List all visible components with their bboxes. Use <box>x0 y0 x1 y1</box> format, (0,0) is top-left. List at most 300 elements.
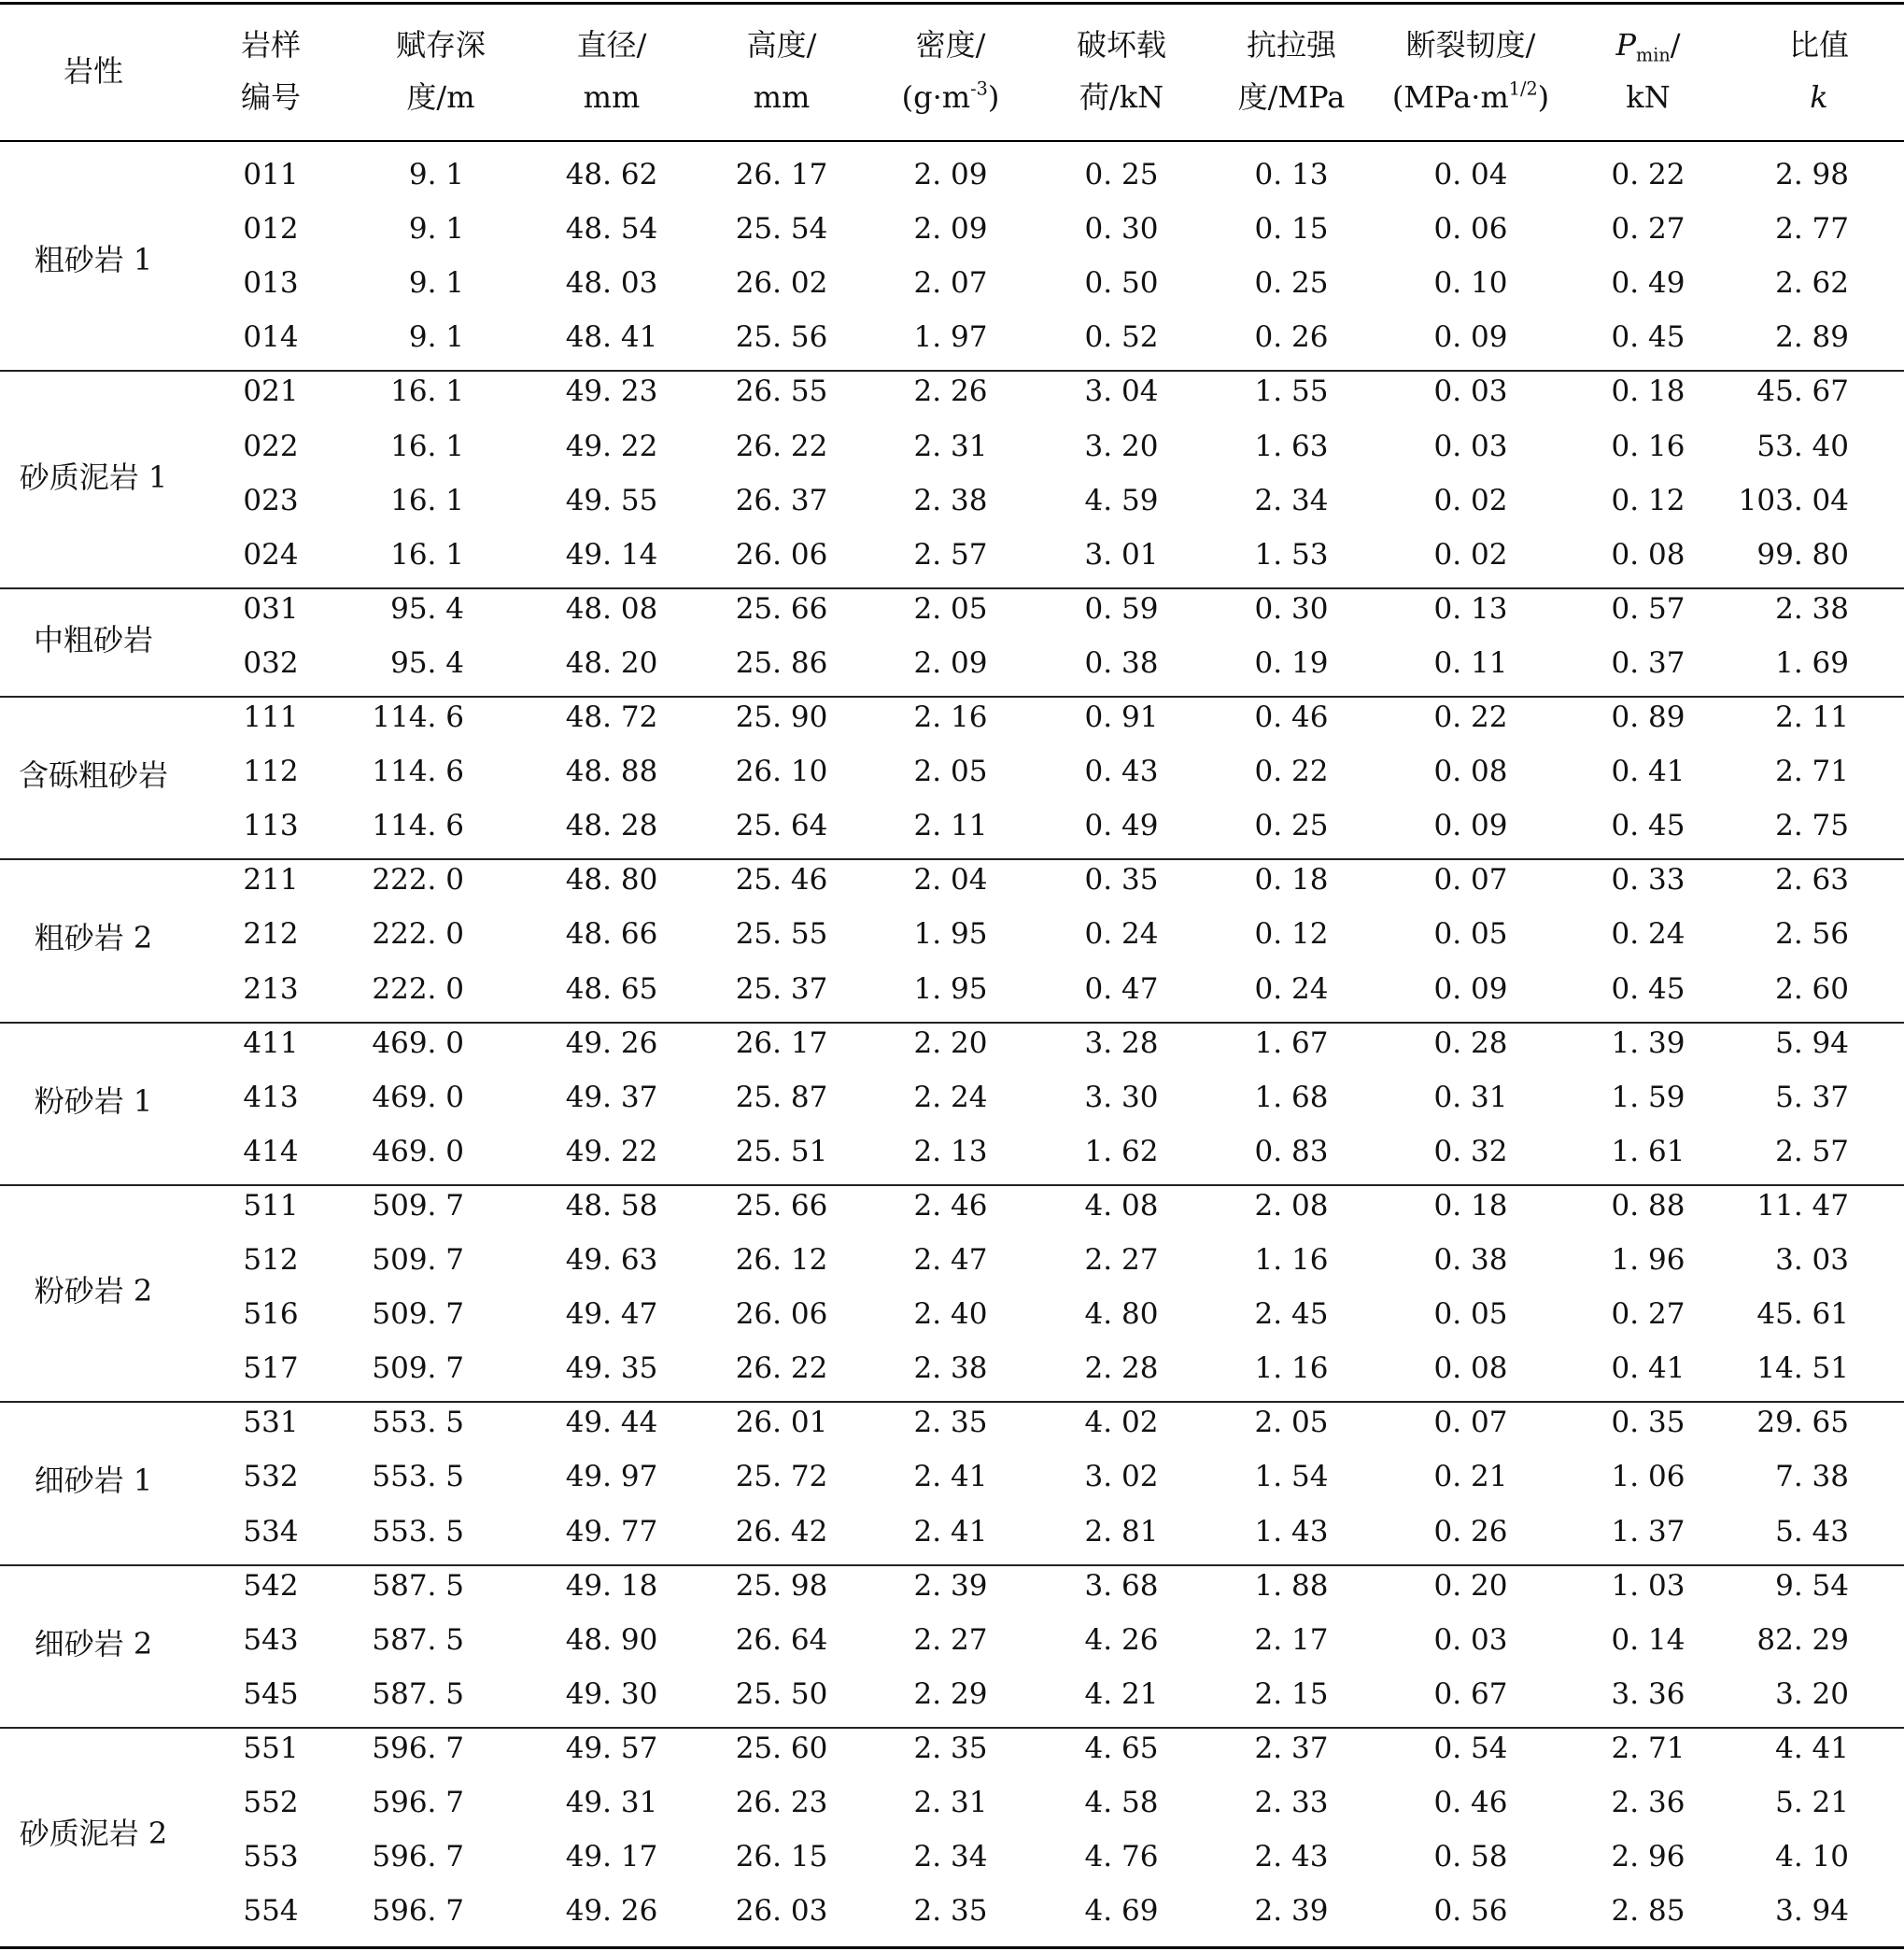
cell-diameter: 48. 65 <box>565 971 658 1006</box>
cell-depth: 469. 0 <box>372 1134 464 1168</box>
cell-height: 26. 02 <box>735 266 828 301</box>
cell-pmin: 0. 37 <box>1611 645 1685 680</box>
header-density-line2: $(g\cdot m^{-3})$ <box>901 78 1000 115</box>
cell-density: 1. 95 <box>913 971 988 1006</box>
cell-tensile-strength: 2. 15 <box>1254 1676 1329 1711</box>
cell-density: 2. 07 <box>913 266 988 301</box>
cell-pmin: 0. 18 <box>1611 375 1685 409</box>
cell-sample-id: 552 <box>243 1786 299 1820</box>
cell-density: 2. 35 <box>913 1894 988 1929</box>
group-separator <box>0 696 1904 698</box>
cell-tensile-strength: 1. 16 <box>1254 1351 1329 1386</box>
cell-sample-id: 413 <box>243 1080 299 1114</box>
header-depth-line2: 度/m <box>406 79 475 115</box>
cell-failure-load: 0. 35 <box>1084 863 1159 898</box>
cell-sample-id: 551 <box>243 1731 299 1765</box>
cell-height: 25. 87 <box>735 1080 828 1114</box>
cell-depth: 587. 5 <box>372 1622 464 1657</box>
cell-diameter: 48. 03 <box>565 266 658 301</box>
cell-ratio: 2. 62 <box>1775 266 1849 301</box>
cell-diameter: 49. 47 <box>565 1297 658 1332</box>
cell-failure-load: 3. 02 <box>1084 1460 1159 1494</box>
cell-pmin: 1. 03 <box>1611 1568 1685 1603</box>
cell-density: 1. 95 <box>913 917 988 952</box>
cell-fracture-toughness: 0. 09 <box>1433 320 1508 355</box>
cell-height: 26. 23 <box>735 1786 828 1820</box>
cell-failure-load: 0. 91 <box>1084 700 1159 735</box>
cell-ratio: 103. 04 <box>1738 483 1849 517</box>
cell-density: 2. 27 <box>913 1622 988 1657</box>
cell-failure-load: 4. 26 <box>1084 1622 1159 1657</box>
group-separator <box>0 1401 1904 1403</box>
cell-depth: 9. 1 <box>408 320 464 355</box>
cell-tensile-strength: 2. 37 <box>1254 1731 1329 1765</box>
cell-density: 2. 16 <box>913 700 988 735</box>
group-lithology-label: 细砂岩 2 <box>34 1625 153 1661</box>
cell-density: 2. 09 <box>913 645 988 680</box>
cell-ratio: 5. 21 <box>1775 1786 1849 1820</box>
cell-pmin: 0. 49 <box>1611 266 1685 301</box>
cell-ratio: 82. 29 <box>1756 1622 1849 1657</box>
cell-fracture-toughness: 0. 08 <box>1433 755 1508 789</box>
cell-tensile-strength: 2. 39 <box>1254 1894 1329 1929</box>
table-bottom-rule <box>0 1946 1904 1949</box>
cell-fracture-toughness: 0. 07 <box>1433 1406 1508 1440</box>
cell-diameter: 48. 90 <box>565 1622 658 1657</box>
table-top-rule <box>0 2 1904 5</box>
cell-diameter: 48. 66 <box>565 917 658 952</box>
cell-tensile-strength: 2. 17 <box>1254 1622 1329 1657</box>
cell-density: 2. 40 <box>913 1297 988 1332</box>
cell-ratio: 4. 41 <box>1775 1731 1849 1765</box>
cell-sample-id: 023 <box>243 483 299 517</box>
cell-tensile-strength: 0. 22 <box>1254 755 1329 789</box>
cell-ratio: 7. 38 <box>1775 1460 1849 1494</box>
cell-pmin: 0. 41 <box>1611 1351 1685 1386</box>
cell-height: 25. 64 <box>735 809 828 843</box>
cell-diameter: 49. 31 <box>565 1786 658 1820</box>
cell-height: 25. 56 <box>735 320 828 355</box>
cell-ratio: 53. 40 <box>1756 429 1849 463</box>
cell-height: 26. 15 <box>735 1840 828 1874</box>
cell-depth: 16. 1 <box>390 483 464 517</box>
cell-density: 2. 09 <box>913 158 988 192</box>
cell-density: 2. 41 <box>913 1514 988 1548</box>
cell-tensile-strength: 2. 45 <box>1254 1297 1329 1332</box>
cell-tensile-strength: 1. 53 <box>1254 537 1329 572</box>
cell-diameter: 49. 97 <box>565 1460 658 1494</box>
cell-height: 25. 66 <box>735 591 828 626</box>
cell-depth: 114. 6 <box>372 809 464 843</box>
cell-fracture-toughness: 0. 18 <box>1433 1188 1508 1223</box>
group-separator <box>0 587 1904 589</box>
cell-fracture-toughness: 0. 05 <box>1433 1297 1508 1332</box>
cell-pmin: 2. 96 <box>1611 1840 1685 1874</box>
cell-diameter: 49. 26 <box>565 1025 658 1060</box>
header-height-line2: mm <box>753 79 811 115</box>
cell-tensile-strength: 1. 16 <box>1254 1243 1329 1278</box>
cell-sample-id: 516 <box>243 1297 299 1332</box>
cell-fracture-toughness: 0. 38 <box>1433 1243 1508 1278</box>
group-lithology-label: 粉砂岩 1 <box>34 1082 153 1119</box>
header-ratio-line1: 比值 <box>1788 27 1850 63</box>
cell-depth: 509. 7 <box>372 1351 464 1386</box>
cell-sample-id: 213 <box>243 971 299 1006</box>
cell-height: 26. 06 <box>735 537 828 572</box>
cell-fracture-toughness: 0. 04 <box>1433 158 1508 192</box>
cell-failure-load: 0. 43 <box>1084 755 1159 789</box>
cell-ratio: 5. 43 <box>1775 1514 1849 1548</box>
cell-failure-load: 2. 27 <box>1084 1243 1159 1278</box>
cell-diameter: 49. 22 <box>565 429 658 463</box>
cell-density: 2. 31 <box>913 1786 988 1820</box>
cell-pmin: 0. 16 <box>1611 429 1685 463</box>
group-separator <box>0 858 1904 860</box>
cell-failure-load: 4. 21 <box>1084 1676 1159 1711</box>
cell-depth: 596. 7 <box>372 1840 464 1874</box>
cell-density: 1. 97 <box>913 320 988 355</box>
cell-pmin: 0. 08 <box>1611 537 1685 572</box>
cell-fracture-toughness: 0. 08 <box>1433 1351 1508 1386</box>
cell-tensile-strength: 2. 05 <box>1254 1406 1329 1440</box>
cell-fracture-toughness: 0. 10 <box>1433 266 1508 301</box>
cell-sample-id: 545 <box>243 1676 299 1711</box>
cell-failure-load: 0. 52 <box>1084 320 1159 355</box>
cell-density: 2. 26 <box>913 375 988 409</box>
cell-depth: 509. 7 <box>372 1297 464 1332</box>
cell-height: 26. 22 <box>735 429 828 463</box>
cell-diameter: 48. 20 <box>565 645 658 680</box>
cell-depth: 114. 6 <box>372 755 464 789</box>
cell-depth: 469. 0 <box>372 1080 464 1114</box>
cell-depth: 587. 5 <box>372 1676 464 1711</box>
header-fracture-toughness-line2: $(MPa\cdot m^{1/2})$ <box>1391 78 1550 115</box>
cell-fracture-toughness: 0. 20 <box>1433 1568 1508 1603</box>
cell-height: 25. 50 <box>735 1676 828 1711</box>
cell-height: 25. 66 <box>735 1188 828 1223</box>
cell-pmin: 0. 12 <box>1611 483 1685 517</box>
cell-height: 25. 60 <box>735 1731 828 1765</box>
cell-density: 2. 05 <box>913 755 988 789</box>
group-separator <box>0 1022 1904 1024</box>
cell-tensile-strength: 1. 88 <box>1254 1568 1329 1603</box>
cell-sample-id: 012 <box>243 212 299 247</box>
cell-ratio: 3. 20 <box>1775 1676 1849 1711</box>
cell-fracture-toughness: 0. 32 <box>1433 1134 1508 1168</box>
cell-depth: 553. 5 <box>372 1514 464 1548</box>
cell-sample-id: 011 <box>243 158 299 192</box>
cell-failure-load: 3. 68 <box>1084 1568 1159 1603</box>
cell-height: 26. 01 <box>735 1406 828 1440</box>
cell-ratio: 2. 60 <box>1775 971 1849 1006</box>
cell-ratio: 2. 57 <box>1775 1134 1849 1168</box>
cell-height: 25. 46 <box>735 863 828 898</box>
cell-density: 2. 57 <box>913 537 988 572</box>
cell-tensile-strength: 1. 68 <box>1254 1080 1329 1114</box>
cell-density: 2. 24 <box>913 1080 988 1114</box>
cell-tensile-strength: 0. 30 <box>1254 591 1329 626</box>
cell-pmin: 1. 06 <box>1611 1460 1685 1494</box>
cell-failure-load: 0. 59 <box>1084 591 1159 626</box>
cell-ratio: 2. 11 <box>1775 700 1849 735</box>
cell-fracture-toughness: 0. 54 <box>1433 1731 1508 1765</box>
cell-diameter: 49. 44 <box>565 1406 658 1440</box>
cell-ratio: 5. 94 <box>1775 1025 1849 1060</box>
cell-diameter: 48. 62 <box>565 158 658 192</box>
cell-density: 2. 38 <box>913 483 988 517</box>
header-pmin-line1: $P_{min}/$ <box>1615 27 1681 66</box>
group-lithology-label: 中粗砂岩 <box>33 621 154 657</box>
cell-diameter: 49. 55 <box>565 483 658 517</box>
cell-density: 2. 13 <box>913 1134 988 1168</box>
cell-sample-id: 554 <box>243 1894 299 1929</box>
cell-tensile-strength: 0. 26 <box>1254 320 1329 355</box>
header-height-line1: 高度/ <box>746 27 817 63</box>
cell-diameter: 48. 41 <box>565 320 658 355</box>
cell-ratio: 2. 77 <box>1775 212 1849 247</box>
cell-sample-id: 013 <box>243 266 299 301</box>
cell-ratio: 45. 67 <box>1756 375 1849 409</box>
cell-depth: 9. 1 <box>408 212 464 247</box>
cell-failure-load: 0. 30 <box>1084 212 1159 247</box>
cell-depth: 469. 0 <box>372 1025 464 1060</box>
cell-depth: 222. 0 <box>372 863 464 898</box>
cell-depth: 9. 1 <box>408 158 464 192</box>
cell-pmin: 2. 85 <box>1611 1894 1685 1929</box>
cell-fracture-toughness: 0. 22 <box>1433 700 1508 735</box>
cell-tensile-strength: 2. 08 <box>1254 1188 1329 1223</box>
cell-ratio: 2. 98 <box>1775 158 1849 192</box>
cell-depth: 553. 5 <box>372 1460 464 1494</box>
cell-pmin: 2. 36 <box>1611 1786 1685 1820</box>
cell-sample-id: 553 <box>243 1840 299 1874</box>
cell-failure-load: 4. 08 <box>1084 1188 1159 1223</box>
cell-ratio: 4. 10 <box>1775 1840 1849 1874</box>
cell-ratio: 2. 63 <box>1775 863 1849 898</box>
cell-sample-id: 414 <box>243 1134 299 1168</box>
cell-depth: 222. 0 <box>372 971 464 1006</box>
cell-failure-load: 3. 30 <box>1084 1080 1159 1114</box>
cell-ratio: 14. 51 <box>1756 1351 1849 1386</box>
header-failure-load-line1: 破坏载 <box>1076 27 1167 63</box>
cell-failure-load: 2. 81 <box>1084 1514 1159 1548</box>
header-depth-line1: 赋存深 <box>395 27 487 63</box>
cell-sample-id: 211 <box>243 863 299 898</box>
cell-fracture-toughness: 0. 03 <box>1433 375 1508 409</box>
header-rule <box>0 140 1904 142</box>
cell-fracture-toughness: 0. 46 <box>1433 1786 1508 1820</box>
cell-failure-load: 2. 28 <box>1084 1351 1159 1386</box>
cell-sample-id: 032 <box>243 645 299 680</box>
cell-depth: 596. 7 <box>372 1786 464 1820</box>
cell-diameter: 49. 26 <box>565 1894 658 1929</box>
cell-sample-id: 532 <box>243 1460 299 1494</box>
cell-height: 26. 03 <box>735 1894 828 1929</box>
cell-fracture-toughness: 0. 13 <box>1433 591 1508 626</box>
cell-failure-load: 0. 49 <box>1084 809 1159 843</box>
cell-sample-id: 411 <box>243 1025 299 1060</box>
cell-height: 25. 98 <box>735 1568 828 1603</box>
header-ratio-line2: k <box>1810 79 1828 115</box>
cell-pmin: 0. 35 <box>1611 1406 1685 1440</box>
cell-failure-load: 4. 02 <box>1084 1406 1159 1440</box>
cell-failure-load: 4. 58 <box>1084 1786 1159 1820</box>
cell-sample-id: 517 <box>243 1351 299 1386</box>
cell-ratio: 5. 37 <box>1775 1080 1849 1114</box>
cell-fracture-toughness: 0. 11 <box>1433 645 1508 680</box>
cell-sample-id: 112 <box>243 755 299 789</box>
cell-pmin: 2. 71 <box>1611 1731 1685 1765</box>
cell-tensile-strength: 0. 25 <box>1254 809 1329 843</box>
cell-density: 2. 38 <box>913 1351 988 1386</box>
cell-ratio: 1. 69 <box>1775 645 1849 680</box>
cell-pmin: 1. 61 <box>1611 1134 1685 1168</box>
cell-height: 26. 17 <box>735 158 828 192</box>
cell-diameter: 48. 88 <box>565 755 658 789</box>
cell-fracture-toughness: 0. 09 <box>1433 809 1508 843</box>
cell-ratio: 2. 56 <box>1775 917 1849 952</box>
cell-fracture-toughness: 0. 31 <box>1433 1080 1508 1114</box>
cell-tensile-strength: 0. 24 <box>1254 971 1329 1006</box>
cell-depth: 596. 7 <box>372 1731 464 1765</box>
group-lithology-label: 砂质泥岩 2 <box>19 1816 168 1852</box>
cell-pmin: 0. 33 <box>1611 863 1685 898</box>
cell-diameter: 48. 80 <box>565 863 658 898</box>
cell-failure-load: 4. 69 <box>1084 1894 1159 1929</box>
header-pmin-line2: kN <box>1626 79 1671 115</box>
cell-pmin: 0. 89 <box>1611 700 1685 735</box>
group-separator <box>0 1564 1904 1566</box>
cell-sample-id: 014 <box>243 320 299 355</box>
cell-tensile-strength: 1. 43 <box>1254 1514 1329 1548</box>
cell-sample-id: 212 <box>243 917 299 952</box>
cell-density: 2. 35 <box>913 1406 988 1440</box>
cell-ratio: 3. 94 <box>1775 1894 1849 1929</box>
cell-depth: 114. 6 <box>372 700 464 735</box>
cell-height: 26. 22 <box>735 1351 828 1386</box>
header-tensile-strength-line2: 度/MPa <box>1237 79 1346 115</box>
group-lithology-label: 粗砂岩 2 <box>34 920 153 956</box>
cell-failure-load: 0. 50 <box>1084 266 1159 301</box>
header-failure-load-line2: 荷/kN <box>1079 79 1164 115</box>
cell-depth: 553. 5 <box>372 1406 464 1440</box>
cell-ratio: 11. 47 <box>1756 1188 1849 1223</box>
cell-height: 26. 42 <box>735 1514 828 1548</box>
cell-depth: 9. 1 <box>408 266 464 301</box>
cell-height: 26. 17 <box>735 1025 828 1060</box>
cell-ratio: 45. 61 <box>1756 1297 1849 1332</box>
cell-tensile-strength: 0. 46 <box>1254 700 1329 735</box>
cell-fracture-toughness: 0. 05 <box>1433 917 1508 952</box>
cell-failure-load: 4. 59 <box>1084 483 1159 517</box>
cell-tensile-strength: 2. 34 <box>1254 483 1329 517</box>
cell-fracture-toughness: 0. 03 <box>1433 429 1508 463</box>
header-sample-id-line2: 编号 <box>240 79 302 115</box>
cell-density: 2. 34 <box>913 1840 988 1874</box>
cell-density: 2. 31 <box>913 429 988 463</box>
cell-diameter: 49. 30 <box>565 1676 658 1711</box>
cell-pmin: 0. 27 <box>1611 212 1685 247</box>
cell-density: 2. 05 <box>913 591 988 626</box>
cell-pmin: 0. 88 <box>1611 1188 1685 1223</box>
cell-pmin: 3. 36 <box>1611 1676 1685 1711</box>
group-separator <box>0 370 1904 372</box>
cell-sample-id: 542 <box>243 1568 299 1603</box>
cell-pmin: 1. 39 <box>1611 1025 1685 1060</box>
cell-depth: 222. 0 <box>372 917 464 952</box>
cell-height: 25. 72 <box>735 1460 828 1494</box>
cell-ratio: 2. 75 <box>1775 809 1849 843</box>
cell-failure-load: 0. 47 <box>1084 971 1159 1006</box>
group-lithology-label: 含砾粗砂岩 <box>18 757 169 794</box>
cell-density: 2. 11 <box>913 809 988 843</box>
cell-depth: 587. 5 <box>372 1568 464 1603</box>
cell-diameter: 49. 57 <box>565 1731 658 1765</box>
cell-diameter: 48. 72 <box>565 700 658 735</box>
cell-diameter: 48. 28 <box>565 809 658 843</box>
cell-pmin: 1. 37 <box>1611 1514 1685 1548</box>
cell-height: 26. 12 <box>735 1243 828 1278</box>
cell-density: 2. 46 <box>913 1188 988 1223</box>
cell-sample-id: 534 <box>243 1514 299 1548</box>
group-lithology-label: 粉砂岩 2 <box>34 1273 153 1309</box>
cell-fracture-toughness: 0. 03 <box>1433 1622 1508 1657</box>
cell-tensile-strength: 0. 12 <box>1254 917 1329 952</box>
cell-height: 25. 90 <box>735 700 828 735</box>
cell-diameter: 49. 35 <box>565 1351 658 1386</box>
cell-height: 25. 37 <box>735 971 828 1006</box>
header-density-line1: 密度/ <box>915 27 986 63</box>
header-diameter-line1: 直径/ <box>576 27 647 63</box>
cell-height: 26. 37 <box>735 483 828 517</box>
cell-depth: 509. 7 <box>372 1188 464 1223</box>
cell-pmin: 0. 24 <box>1611 917 1685 952</box>
cell-diameter: 49. 18 <box>565 1568 658 1603</box>
cell-sample-id: 512 <box>243 1243 299 1278</box>
cell-density: 2. 20 <box>913 1025 988 1060</box>
cell-height: 26. 10 <box>735 755 828 789</box>
cell-tensile-strength: 2. 43 <box>1254 1840 1329 1874</box>
cell-density: 2. 35 <box>913 1731 988 1765</box>
cell-diameter: 49. 63 <box>565 1243 658 1278</box>
cell-pmin: 1. 59 <box>1611 1080 1685 1114</box>
cell-tensile-strength: 0. 18 <box>1254 863 1329 898</box>
cell-failure-load: 4. 76 <box>1084 1840 1159 1874</box>
cell-failure-load: 1. 62 <box>1084 1134 1159 1168</box>
cell-pmin: 0. 45 <box>1611 971 1685 1006</box>
cell-depth: 16. 1 <box>390 537 464 572</box>
cell-density: 2. 29 <box>913 1676 988 1711</box>
cell-sample-id: 031 <box>243 591 299 626</box>
group-lithology-label: 粗砂岩 1 <box>34 242 153 278</box>
cell-pmin: 0. 41 <box>1611 755 1685 789</box>
cell-fracture-toughness: 0. 28 <box>1433 1025 1508 1060</box>
cell-fracture-toughness: 0. 02 <box>1433 483 1508 517</box>
group-lithology-label: 细砂岩 1 <box>34 1463 153 1499</box>
cell-fracture-toughness: 0. 67 <box>1433 1676 1508 1711</box>
cell-ratio: 2. 71 <box>1775 755 1849 789</box>
cell-sample-id: 511 <box>243 1188 299 1223</box>
cell-diameter: 49. 17 <box>565 1840 658 1874</box>
cell-depth: 509. 7 <box>372 1243 464 1278</box>
cell-failure-load: 3. 01 <box>1084 537 1159 572</box>
cell-ratio: 29. 65 <box>1756 1406 1849 1440</box>
cell-failure-load: 0. 38 <box>1084 645 1159 680</box>
cell-fracture-toughness: 0. 06 <box>1433 212 1508 247</box>
cell-pmin: 0. 57 <box>1611 591 1685 626</box>
cell-pmin: 1. 96 <box>1611 1243 1685 1278</box>
cell-sample-id: 113 <box>243 809 299 843</box>
